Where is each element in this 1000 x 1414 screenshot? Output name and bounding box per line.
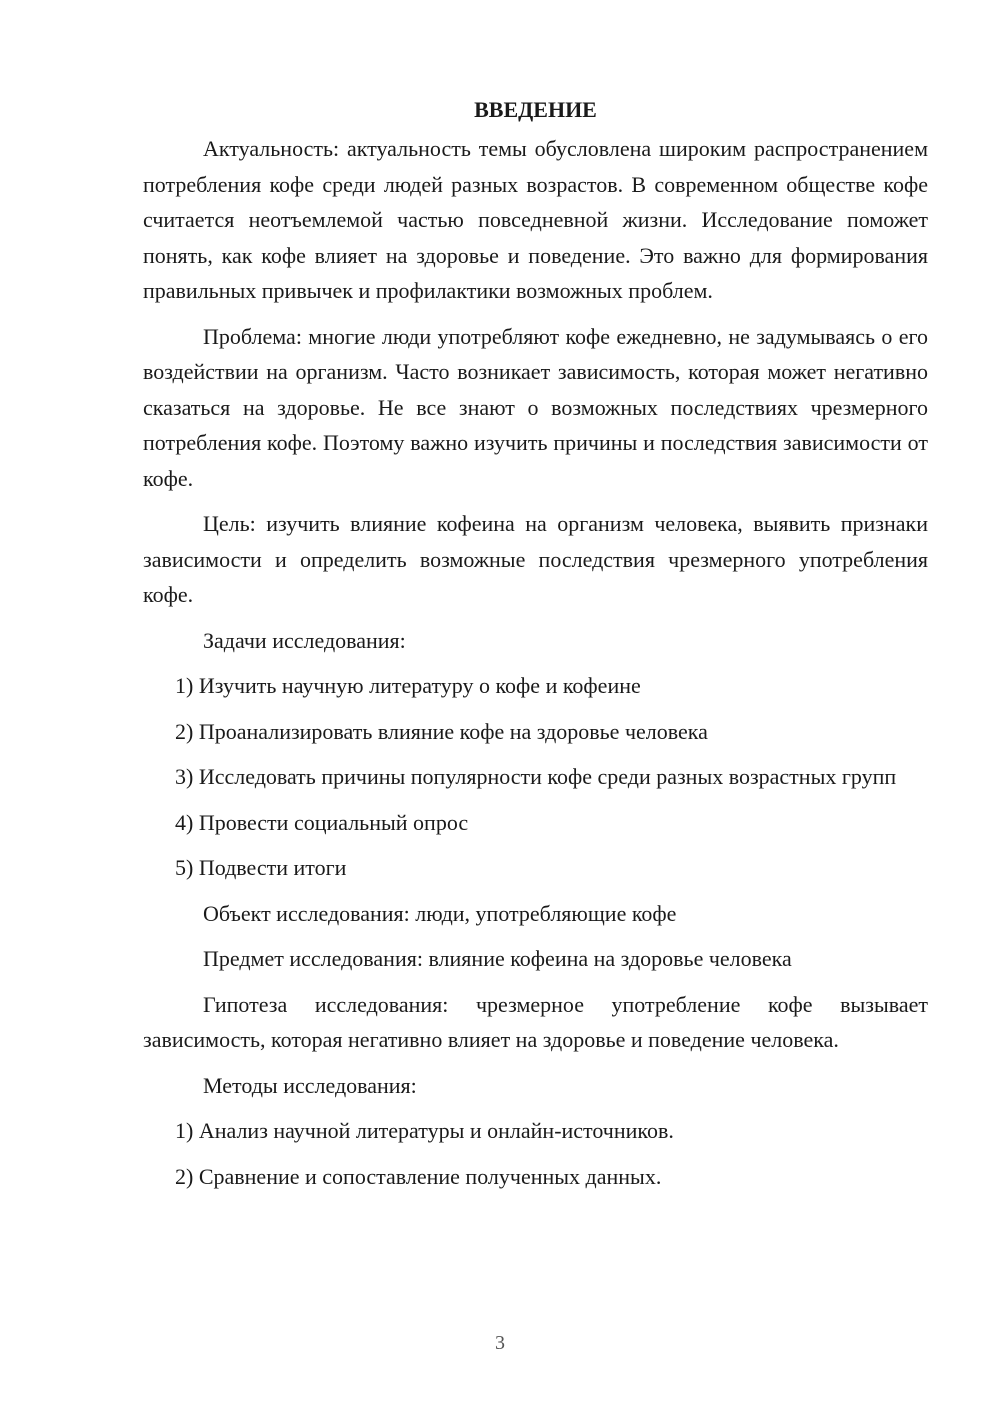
problem-paragraph: Проблема: многие люди употребляют кофе ежедневно, не задумываясь о его воздействии на организм. Часто возникает зависимость, которая может негативно сказаться на здоровье. Не все знают о возможных последствиях чрезмерного потребления кофе. Поэтому важно изучить причины и последствия зависимости от кофе. bbox=[143, 323, 928, 491]
methods-heading: Методы исследования: bbox=[203, 1072, 417, 1098]
tasks-heading: Задачи исследования: bbox=[203, 627, 406, 653]
task-item-4: 4) Провести социальный опрос bbox=[175, 809, 469, 835]
subject-line: Предмет исследования: влияние кофеина на здоровье человека bbox=[203, 946, 792, 971]
method-item-2: 2) Сравнение и сопоставление полученных данных. bbox=[175, 1163, 662, 1189]
method-item-1: 1) Анализ научной литературы и онлайн-источников. bbox=[175, 1118, 674, 1143]
page-content bbox=[143, 92, 928, 1204]
relevance-paragraph: Актуальность: актуальность темы обусловлена широким распространением потребления кофе среди людей разных возрастов. В современном обществе кофе считается неотъемлемой частью повседневной жизни. Исследование поможет понять, как кофе влияет на здоровье и поведение. Это важно для формирования правильных привычек и профилактики возможных проблем. bbox=[143, 136, 928, 303]
task-item-1: 1) Изучить научную литературу о кофе и кофеине bbox=[175, 673, 641, 698]
hypothesis-paragraph: Гипотеза исследования: чрезмерное употребление кофе вызывает зависимость, которая негативно влияет на здоровье и поведение человека. bbox=[143, 991, 928, 1052]
page-title: ВВЕДЕНИЕ bbox=[474, 97, 597, 122]
task-item-3: 3) Исследовать причины популярности кофе среди разных возрастных групп bbox=[175, 764, 897, 789]
task-item-5: 5) Подвести итоги bbox=[175, 855, 347, 880]
page-number: 3 bbox=[495, 1332, 505, 1354]
task-item-2: 2) Проанализировать влияние кофе на здоровье человека bbox=[175, 718, 708, 744]
goal-paragraph: Цель: изучить влияние кофеина на организм человека, выявить признаки зависимости и определить возможные последствия чрезмерного употребления кофе. bbox=[143, 511, 928, 607]
object-line: Объект исследования: люди, употребляющие кофе bbox=[203, 900, 677, 926]
